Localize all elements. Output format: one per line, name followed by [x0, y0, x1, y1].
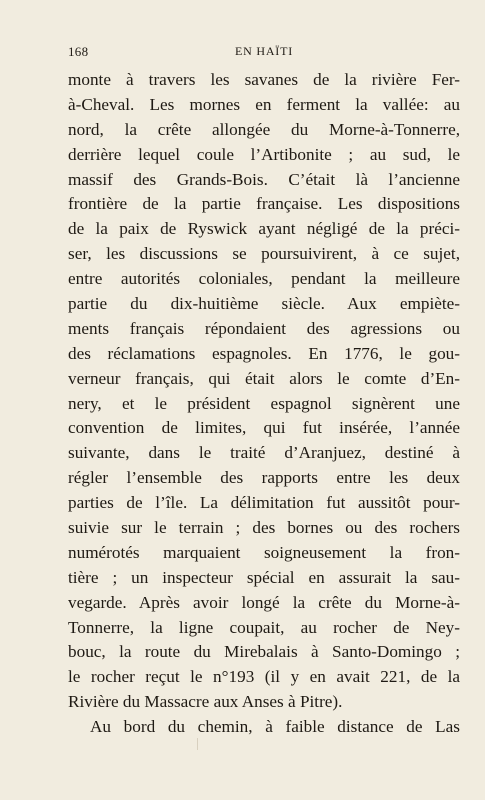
text-line: vegarde. Après avoir longé la crête du Morne-à-: [68, 592, 460, 612]
text-line: massif des Grands-Bois. C’était là l’ancienne: [68, 169, 460, 189]
paragraph-start-line: Au bord du chemin, à faible distance de Las: [90, 717, 460, 737]
text-line: de la paix de Ryswick ayant négligé de la préci-: [68, 219, 460, 239]
paragraph-end-line: Rivière du Massacre aux Anses à Pitre).: [68, 692, 343, 712]
text-line: partie du dix-huitième siècle. Aux empiète-: [68, 294, 460, 314]
text-line: suivie sur le terrain ; des bornes ou des rochers: [68, 518, 460, 538]
page-number: 168: [68, 44, 89, 59]
paper-mark: [197, 738, 198, 750]
page-header: [68, 44, 460, 64]
text-line: des réclamations espagnoles. En 1776, le gou-: [68, 343, 460, 363]
body-text: [68, 68, 460, 740]
text-line: entre autorités coloniales, pendant la meilleure: [68, 269, 460, 289]
text-line: verneur français, qui était alors le comte d’En-: [68, 368, 460, 388]
text-line: tière ; un inspecteur spécial en assurait la sau-: [68, 567, 460, 587]
text-line: suivante, dans le traité d’Aranjuez, destiné à: [68, 443, 460, 463]
text-line: frontière de la partie française. Les dispositions: [68, 194, 460, 214]
text-line: derrière lequel coule l’Artibonite ; au sud, le: [68, 144, 460, 164]
text-line: régler l’ensemble des rapports entre les deux: [68, 468, 460, 488]
text-line: Tonnerre, la ligne coupait, au rocher de Ney-: [68, 617, 460, 637]
text-line: ser, les discussions se poursuivirent, à ce sujet,: [68, 244, 460, 264]
text-line: monte à travers les savanes de la rivière Fer-: [68, 70, 460, 89]
text-line: ments français répondaient des agressions ou: [68, 318, 460, 338]
text-line: nery, et le président espagnol signèrent une: [68, 393, 460, 413]
text-line: bouc, la route du Mirebalais à Santo-Domingo ;: [68, 642, 460, 662]
text-line: le rocher reçut le n°193 (il y en avait 221, de la: [68, 667, 460, 687]
text-line: convention de limites, qui fut insérée, l’année: [68, 418, 460, 438]
text-line: nord, la crête allongée du Morne-à-Tonnerre,: [68, 119, 460, 139]
text-line: numérotés marquaient soigneusement la fron-: [68, 542, 460, 562]
running-head: EN HAÏTI: [234, 44, 294, 58]
text-line: à-Cheval. Les mornes en ferment la vallée: au: [68, 94, 460, 114]
text-line: parties de l’île. La délimitation fut aussitôt pour-: [68, 493, 460, 513]
